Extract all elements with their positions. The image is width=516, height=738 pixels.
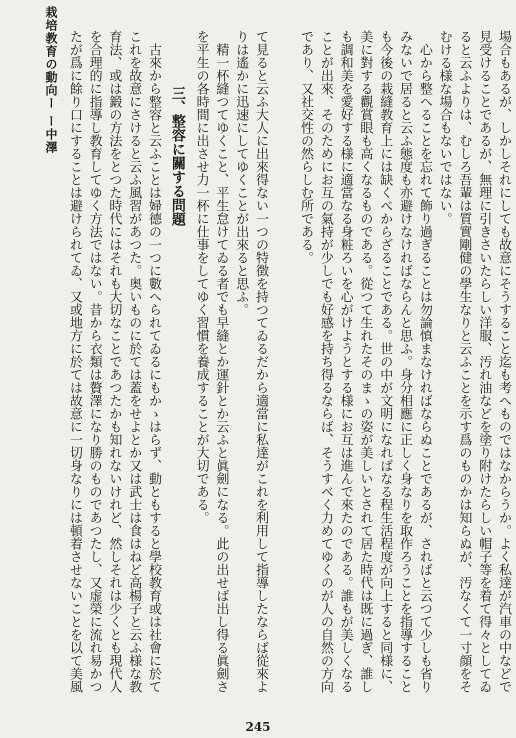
paragraph: 古來から整容と云ふことは婦德の一つに數へられてゐるにもかゝはらず、動ともすると學校教育或は社會に於てこれを故意にさけると云ふ風習があつた。奥いものに於ては蓋をせよとか又は武士は食はねど高楊子と云ふ様な教育法、或は鍛の方法をとつた時代にはそれも大切なことであつたかも知れないけれど、然しそれは少くとも現代人を合理的に指導し教育してゆく方法ではない。昔から衣類は贅澤になり勝のものであつたし、又虚榮に流れ易かつたが爲に餘り口にすることは避けられてゐ、又或地方に於ては故意に一切身なりには頓着させないことを以て美風 xyxy=(66,30,162,693)
page-number: 245 xyxy=(245,720,271,734)
paragraph: て見ると云ふ大人に出來得ない一つの特徴を持つてゐるだから適當に私達がこれを利用して指導したならば從來よりは遙かに迅速にしてゆくことが出來ると思ふ。 xyxy=(233,30,268,693)
right-text-column xyxy=(273,30,513,705)
paragraph: 精一杯縫つてゆくこと、平生怠けてゐる者でも早縫とか運針とか云ふと眞劍になる。此の出せば出し得る眞劍さを平生の各時間に出させ力一杯に仕事をしてゆく習慣を養成することが大切である。 xyxy=(193,30,229,693)
left-text-column xyxy=(62,30,270,705)
paragraph: 場合もあるが、しかしそれにしても故意にそうすること迄も考へものではなからうか。よく私達が汽車の中などで見受けることであるが、無理に引きさいたらしい洋服、汚れ油などを塗り附けたらしい帽子等を着て得々としてゐると云ふよりは、むしろ吾輩は質實剛健の學生なりと云ふことを示す爲のものかは知らぬが、汚なくて一寸顔をそむける様な場合もないではない。 xyxy=(436,30,511,693)
section-heading: 三、整容に關する問題 xyxy=(169,86,186,226)
paragraph: 心から整へることを忘れて飾り過ぎることは勿論慎まなければならぬことであるが、さればと云つて少しも省りみないで居ると云ふ態度も亦避けなければならんと思ふ。身分相應に正しく身なりを取作ろうことを指導することも今後の栽縫教育上には缺くべからざることである。世の中が文明になればなる程生活程度が向上すると同様に、美に對する觀賞眼も高くなるものである。從つて生れたそのまゝの姿が美しいとされて居た時代は既に過ぎ、誰しも調和美を愛好する様に適當なる身粧ろいを心がけようとする様にお互は進んで來たのである。誰もが美しくなることが出來、そのためにお互の氣持が少しでも好感を持ち得るならば、そうすべく力めてゆくのが人の自然の方向であり、又社交性の然らしむ所である。 xyxy=(298,30,432,693)
running-header: 栽培教育の動向ー ー中澤 xyxy=(44,6,58,155)
